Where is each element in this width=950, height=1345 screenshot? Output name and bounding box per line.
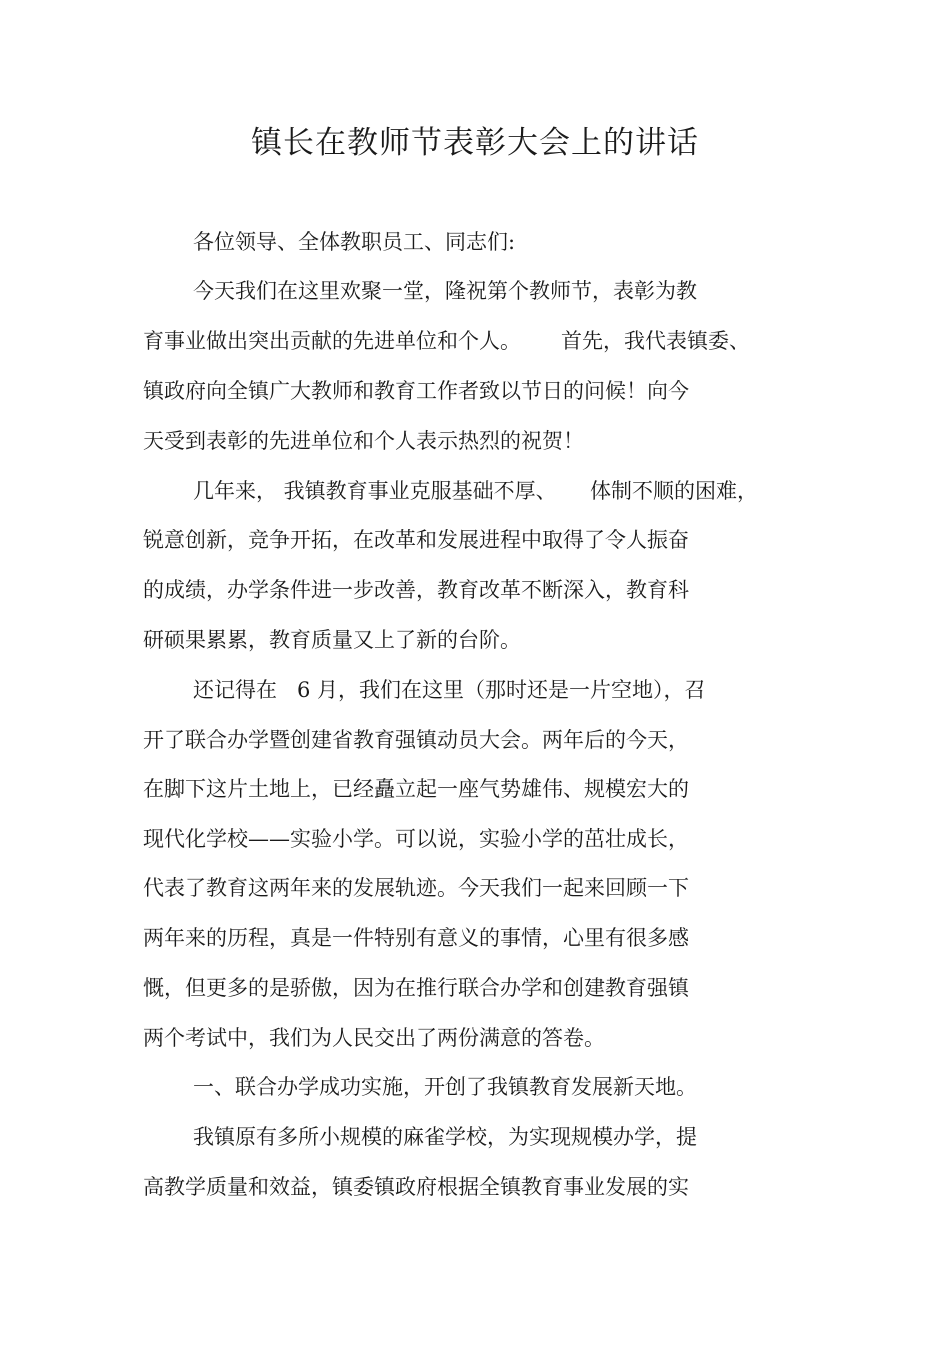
paragraph-line: 各位领导、全体教职员工、同志们:	[193, 230, 516, 254]
paragraph-line: 两年来的历程，真是一件特别有意义的事情，心里有很多感	[143, 926, 689, 950]
paragraph-line: 两个考试中，我们为人民交出了两份满意的答卷。	[143, 1026, 605, 1050]
paragraph-line: 在脚下这片土地上，已经矗立起一座气势雄伟、规模宏大的	[143, 777, 689, 801]
paragraph-line: 现代化学校——实验小学。可以说，实验小学的茁壮成长，	[143, 827, 689, 851]
paragraph-line: 天受到表彰的先进单位和个人表示热烈的祝贺！	[143, 429, 584, 453]
paragraph-line: 几年来， 我镇教育事业克服基础不厚、 体制不顺的困难，	[193, 479, 759, 503]
paragraph-line: 慨，但更多的是骄傲，因为在推行联合办学和创建教育强镇	[143, 976, 689, 1000]
paragraph-line: 还记得在 6 月，我们在这里（那时还是一片空地），召	[193, 678, 706, 702]
paragraph-line: 镇政府向全镇广大教师和教育工作者致以节日的问候！向今	[143, 379, 689, 403]
paragraph-line: 育事业做出突出贡献的先进单位和个人。 首先，我代表镇委、	[143, 329, 751, 353]
paragraph-line: 高教学质量和效益，镇委镇政府根据全镇教育事业发展的实	[143, 1175, 689, 1199]
paragraph-line: 今天我们在这里欢聚一堂，隆祝第个教师节，表彰为教	[193, 279, 697, 303]
section-heading: 一、联合办学成功实施，开创了我镇教育发展新天地。	[193, 1075, 697, 1099]
paragraph-line: 研硕果累累，教育质量又上了新的台阶。	[143, 628, 521, 652]
paragraph-line: 的成绩，办学条件进一步改善，教育改革不断深入，教育科	[143, 578, 689, 602]
paragraph-line: 开了联合办学暨创建省教育强镇动员大会。两年后的今天，	[143, 728, 689, 752]
document-title: 镇长在教师节表彰大会上的讲话	[251, 125, 699, 161]
paragraph-line: 锐意创新，竞争开拓，在改革和发展进程中取得了令人振奋	[143, 528, 689, 552]
paragraph-line: 我镇原有多所小规模的麻雀学校，为实现规模办学，提	[193, 1125, 697, 1149]
paragraph-line: 代表了教育这两年来的发展轨迹。今天我们一起来回顾一下	[143, 876, 689, 900]
